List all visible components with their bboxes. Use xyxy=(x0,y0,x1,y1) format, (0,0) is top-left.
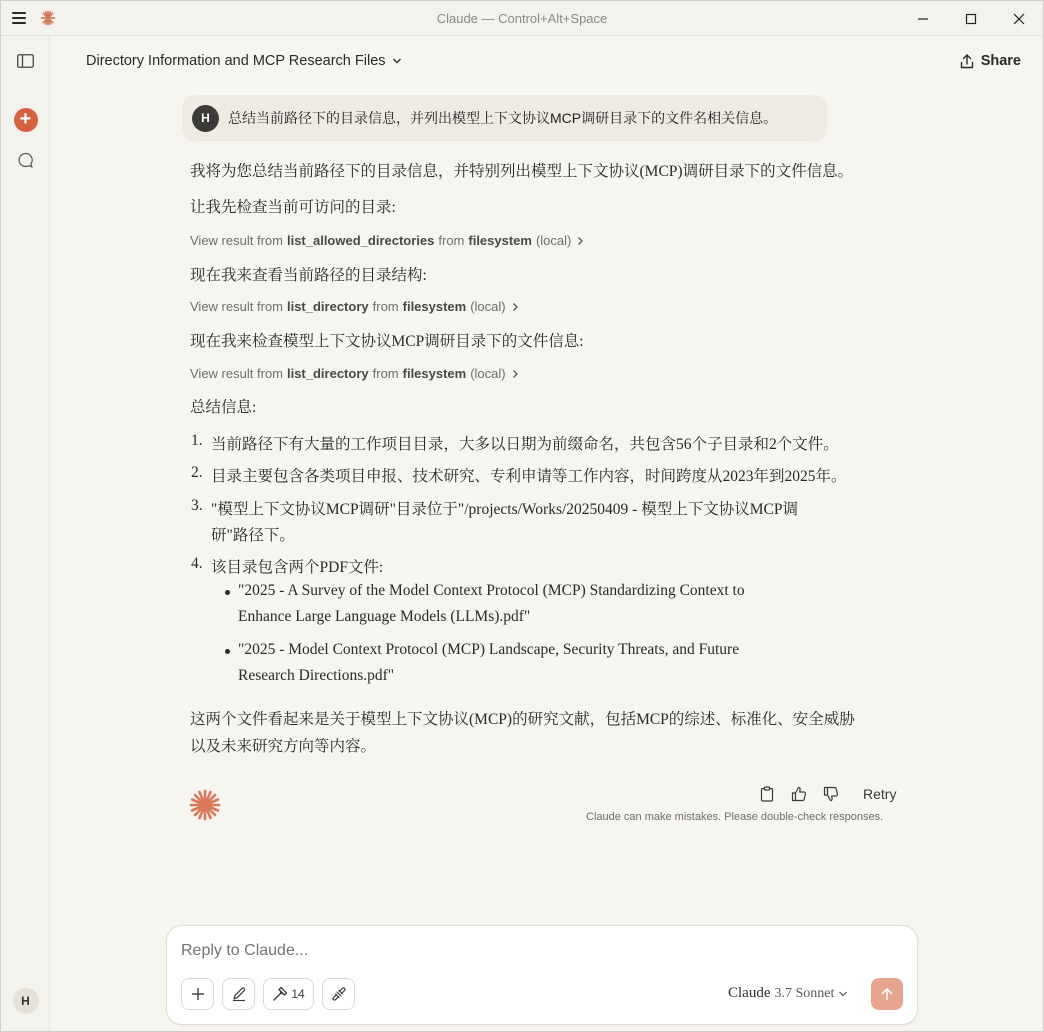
thumbs-down-button[interactable] xyxy=(823,786,839,802)
hammer-icon xyxy=(272,986,288,1002)
thumbs-down-icon xyxy=(823,786,839,802)
tool-result-list-directory-2[interactable] xyxy=(190,366,520,381)
message-actions xyxy=(759,786,896,802)
list-number: 2. xyxy=(191,464,203,481)
user-message xyxy=(182,95,827,141)
chevron-right-icon xyxy=(510,369,520,379)
tool-prefix: View result from xyxy=(190,299,283,314)
claude-star-icon xyxy=(189,789,221,821)
chevron-right-icon xyxy=(510,302,520,312)
tool-function: list_directory xyxy=(286,366,369,381)
file-name-line: "2025 - Model Context Protocol (MCP) Landscape, Security Threats, and Future xyxy=(238,641,740,658)
chevron-right-icon xyxy=(575,236,585,246)
response-intro: 我将为您总结当前路径下的目录信息，并特别列出模型上下文协议(MCP)调研目录下的文件信息。 xyxy=(190,163,854,180)
reply-input[interactable] xyxy=(181,942,781,960)
conclusion-line: 这两个文件看起来是关于模型上下文协议(MCP)的研究文献，包括MCP的综述、标准化、安全威胁 xyxy=(190,711,855,728)
window-title: Claude — Control+Alt+Space xyxy=(436,11,608,26)
thumbs-up-icon xyxy=(791,786,807,802)
tool-server: filesystem xyxy=(402,366,467,381)
chat-title: Directory Information and MCP Research Files xyxy=(86,53,386,69)
disclaimer: Claude can make mistakes. Please double-check responses. xyxy=(586,811,884,823)
tool-suffix: (local) xyxy=(470,366,506,381)
integrations-button[interactable] xyxy=(322,978,355,1010)
list-number: 3. xyxy=(191,497,203,514)
list-number: 1. xyxy=(191,432,203,449)
list-item-line: 研"路径下。 xyxy=(211,527,295,544)
thumbs-up-button[interactable] xyxy=(791,786,807,802)
retry-button[interactable]: Retry xyxy=(863,786,897,802)
title-bar xyxy=(1,1,1043,36)
sidebar xyxy=(1,36,50,1031)
share-button[interactable] xyxy=(960,53,1021,69)
menu-icon[interactable] xyxy=(12,12,26,24)
attach-button[interactable] xyxy=(181,978,214,1010)
tool-suffix: (local) xyxy=(470,299,506,314)
list-item-line: "模型上下文协议MCP调研"目录位于"/projects/Works/20250409 - 模型上下文协议MCP调 xyxy=(211,501,798,518)
tool-prefix: View result from xyxy=(190,366,283,381)
clipboard-icon xyxy=(760,786,774,802)
chevron-down-icon xyxy=(838,989,848,999)
plus-icon: + xyxy=(14,108,38,132)
copy-button[interactable] xyxy=(759,786,775,802)
plug-icon xyxy=(331,986,347,1002)
list-item: 该目录包含两个PDF文件: xyxy=(211,559,384,576)
tool-prefix: View result from xyxy=(190,233,283,248)
tool-suffix: (local) xyxy=(535,233,572,248)
tool-server: filesystem xyxy=(468,233,532,248)
chevron-down-icon xyxy=(392,56,402,66)
chats-button[interactable] xyxy=(1,152,50,169)
chat-title-dropdown[interactable] xyxy=(86,53,402,69)
file-name-line: Research Directions.pdf" xyxy=(238,667,395,684)
tool-mid: from xyxy=(438,233,465,248)
tool-result-list-allowed-directories[interactable] xyxy=(190,233,585,248)
maximize-button[interactable] xyxy=(947,1,995,36)
pen-icon xyxy=(231,986,247,1002)
user-avatar: H xyxy=(192,105,219,132)
tool-server: filesystem xyxy=(402,299,467,314)
bullet xyxy=(225,590,230,595)
file-name-line: "2025 - A Survey of the Model Context Protocol (MCP) Standardizing Context to xyxy=(238,582,745,599)
bullet xyxy=(225,649,230,654)
tool-function: list_directory xyxy=(286,299,369,314)
arrow-up-icon xyxy=(880,987,894,1001)
composer xyxy=(166,925,918,1025)
tool-result-list-directory-1[interactable] xyxy=(190,299,520,314)
model-name: Claude xyxy=(728,985,771,1001)
minimize-icon xyxy=(917,13,929,25)
tools-button[interactable] xyxy=(263,978,314,1010)
close-icon xyxy=(1013,13,1025,25)
style-button[interactable] xyxy=(222,978,255,1010)
tool-mid: from xyxy=(372,366,399,381)
list-item: 目录主要包含各类项目申报、技术研究、专利申请等工作内容，时间跨度从2023年到2025年。 xyxy=(211,468,847,485)
user-message-text: 总结当前路径下的目录信息，并列出模型上下文协议MCP调研目录下的文件名相关信息。 xyxy=(228,110,778,126)
tool-function: list_allowed_directories xyxy=(286,233,435,248)
share-label: Share xyxy=(980,53,1021,69)
share-icon xyxy=(960,54,974,69)
list-number: 4. xyxy=(191,555,203,572)
plus-icon xyxy=(191,987,205,1001)
avatar: H xyxy=(13,988,39,1014)
file-name-line: Enhance Large Language Models (LLMs).pdf" xyxy=(238,608,531,625)
response-check-structure: 现在我来查看当前路径的目录结构: xyxy=(190,267,427,284)
claude-logo-icon xyxy=(40,10,56,26)
tools-count: 14 xyxy=(291,987,305,1001)
conclusion-line: 以及未来研究方向等内容。 xyxy=(190,738,377,755)
toggle-sidebar-button[interactable] xyxy=(1,54,50,68)
list-item: 当前路径下有大量的工作项目目录，大多以日期为前缀命名，共包含56个子目录和2个文件。 xyxy=(211,436,839,453)
send-button[interactable] xyxy=(871,978,903,1010)
user-menu-button[interactable] xyxy=(1,988,50,1014)
tool-mid: from xyxy=(372,299,399,314)
maximize-icon xyxy=(965,13,977,25)
response-check-mcp: 现在我来检查模型上下文协议MCP调研目录下的文件信息: xyxy=(190,333,584,350)
close-button[interactable] xyxy=(995,1,1043,36)
chat-bubble-icon xyxy=(17,152,34,169)
new-chat-button[interactable] xyxy=(1,108,50,132)
response-check-dirs: 让我先检查当前可访问的目录: xyxy=(190,199,396,216)
model-version: 3.7 Sonnet xyxy=(774,985,835,1001)
minimize-button[interactable] xyxy=(899,1,947,36)
model-selector[interactable] xyxy=(728,985,848,1002)
sidebar-toggle-icon xyxy=(17,54,34,68)
summary-heading: 总结信息: xyxy=(190,399,257,416)
